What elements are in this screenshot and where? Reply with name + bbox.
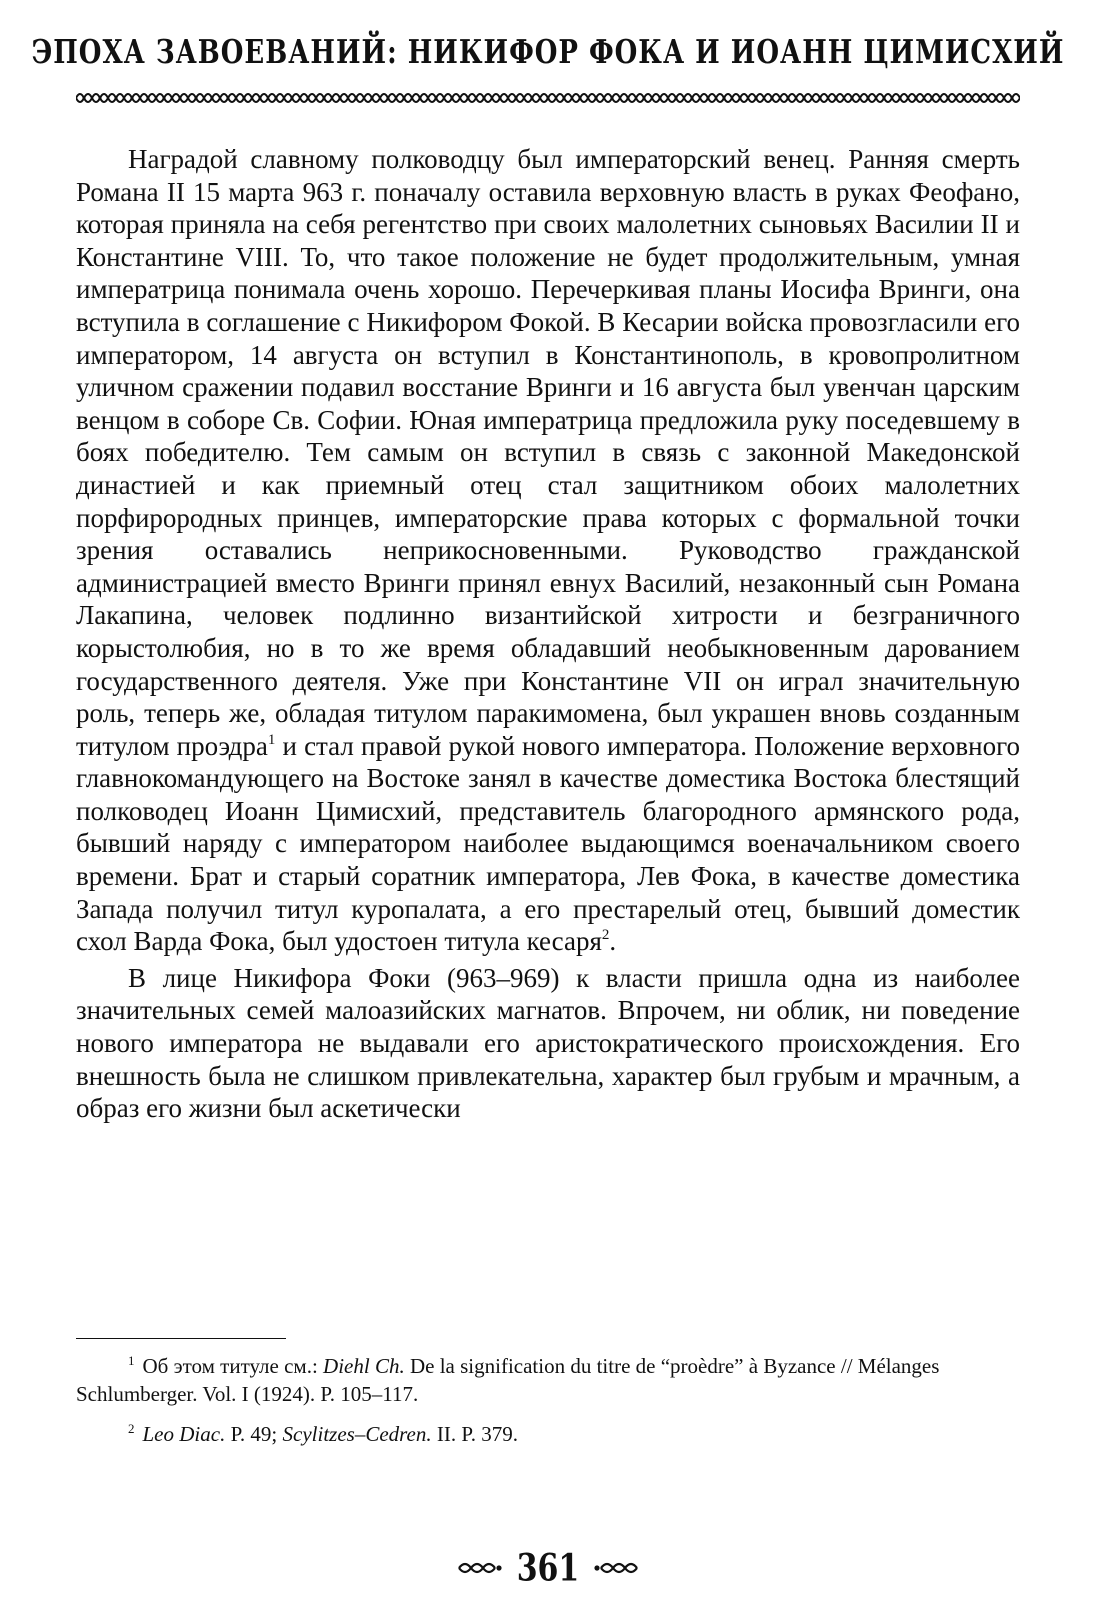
footnote-ref-1: 1 bbox=[267, 731, 276, 748]
page-folio bbox=[0, 1548, 1096, 1588]
footnote-1 bbox=[76, 1352, 1020, 1408]
footnote-1-lead: Об этом титуле см.: bbox=[142, 1354, 324, 1378]
footnote-1-rest: De la signification du titre de “proèdre” à Byzance // Mélanges Schlumberger. Vol. I (1924). P. 105–117. bbox=[76, 1354, 940, 1406]
paragraph-1 bbox=[76, 143, 1020, 958]
footnote-separator bbox=[76, 1338, 286, 1339]
footnote-2-rest: II. P. 379. bbox=[431, 1422, 518, 1446]
footnote-2 bbox=[76, 1420, 1020, 1448]
footnote-1-author: Diehl Ch. bbox=[323, 1354, 405, 1378]
footnote-ref-2: 2 bbox=[601, 927, 610, 944]
main-text bbox=[76, 143, 1020, 1125]
footnote-2-source-1: Leo Diac. bbox=[142, 1422, 226, 1446]
paragraph-2: В лице Никифора Фоки (963–969) к власти пришла одна из наиболее значительных семей малоазийских магнатов. Впрочем, ни облик, ни поведение нового императора не выдавали его аристократического происхождения. Его внешность была не слишком привлекательна, характер был грубым и мрачным, а образ его жизни был аскетически bbox=[76, 962, 1020, 1124]
running-header: ЭПОХА ЗАВОЕВАНИЙ: НИКИФОР ФОКА И ИОАНН ЦИМИСХИЙ bbox=[31, 34, 1065, 72]
page-number: 361 bbox=[516, 1546, 580, 1590]
folio-ornament-right bbox=[593, 1560, 639, 1576]
paragraph-1-part-1: Наградой славному полководцу был императорский венец. Ранняя смерть Романа II 15 марта 963 г. поначалу оставила верховную власть в руках Феофано, которая приняла на себя регентство при своих малолетних сыновьях Василии II и Константине VIII. То, что такое положение не будет продолжительным, умная императрица понимала очень хорошо. Перечеркивая планы Иосифа Вринги, она вступила в соглашение с Никифором Фокой. В Кесарии войска провозгласили его императором, 14 августа он вступил в Константинополь, в кровопролитном уличном сражении подавил восстание Вринги и 16 августа был увенчан царским венцом в соборе Св. Софии. Юная императрица предложила руку поседевшему в боях победителю. Тем самым он вступил в связь с законной Македонской династией и как приемный отец стал защитником обоих малолетних порфирородных принцев, императорские права которых с формальной точки зрения оставались неприкосновенными. Руководство гражданской администрацией вместо Вринги принял евнух Василий, незаконный сын Романа Лакапина, человек подлинно византийской хитрости и безграничного корыстолюбия, но в то же время обладавший необыкновенным дарованием государственного деятеля. Уже при Константине VII он играл значительную роль, теперь же, обладая титулом паракимомена, был украшен вновь созданным титулом проэдра bbox=[76, 144, 1020, 761]
footnote-1-number: 1 bbox=[128, 1353, 135, 1368]
footnotes bbox=[76, 1352, 1020, 1460]
paragraph-1-part-2: и стал правой рукой нового императора. Положение верховного главнокомандующего на Востоке занял в качестве доместика Востока блестящий полководец Иоанн Цимисхий, представитель благородного армянского рода, бывший наряду с императором наиболее выдающимся военачальником своего времени. Брат и старый соратник императора, Лев Фока, в качестве доместика Запада получил титул куропалата, а его престарелый отец, бывший доместик схол Варда Фока, был удостоен титула кесаря bbox=[76, 730, 1020, 957]
paragraph-1-part-3: . bbox=[609, 926, 617, 957]
header-ornament-band bbox=[76, 90, 1020, 106]
footnote-2-mid: P. 49; bbox=[225, 1422, 283, 1446]
footnote-2-source-2: Scylitzes–Cedren. bbox=[282, 1422, 432, 1446]
folio-ornament-left bbox=[457, 1560, 503, 1576]
footnote-2-number: 2 bbox=[128, 1421, 135, 1436]
